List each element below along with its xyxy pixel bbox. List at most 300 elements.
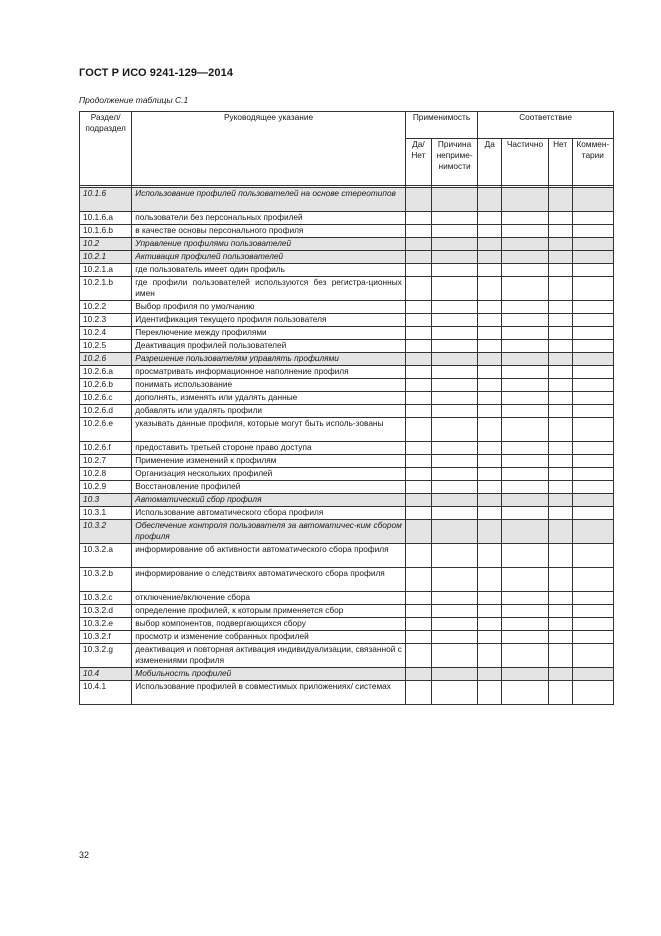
row-section-code: 10.2.1.a xyxy=(80,264,132,277)
cell-no[interactable] xyxy=(548,392,572,405)
cell-yes[interactable] xyxy=(478,327,502,340)
row-section-code: 10.2 xyxy=(80,238,132,251)
cell-reason[interactable] xyxy=(431,520,477,544)
header-yes: Да xyxy=(478,139,502,186)
row-guidance-text: Использование профилей пользователей на основе стереотипов xyxy=(132,188,406,212)
cell-yes[interactable] xyxy=(478,681,502,705)
table-row xyxy=(80,605,614,618)
cell-no[interactable] xyxy=(548,251,572,264)
cell-partial[interactable] xyxy=(502,188,548,212)
cell-reason[interactable] xyxy=(431,225,477,238)
cell-yes[interactable] xyxy=(478,618,502,631)
cell-partial[interactable] xyxy=(502,212,548,225)
cell-yes-no[interactable] xyxy=(405,507,431,520)
cell-comments[interactable] xyxy=(572,327,613,340)
row-section-code: 10.2.8 xyxy=(80,468,132,481)
cell-no[interactable] xyxy=(548,353,572,366)
cell-yes[interactable] xyxy=(478,507,502,520)
cell-yes[interactable] xyxy=(478,301,502,314)
table-row xyxy=(80,379,614,392)
table-row xyxy=(80,314,614,327)
row-guidance-text: выбор компонентов, подвергающихся сбору xyxy=(132,618,406,631)
header-partial: Частично xyxy=(502,139,548,186)
row-section-code: 10.2.6.b xyxy=(80,379,132,392)
cell-partial[interactable] xyxy=(502,520,548,544)
table-row xyxy=(80,668,614,681)
table-row xyxy=(80,568,614,592)
cell-comments[interactable] xyxy=(572,301,613,314)
cell-reason[interactable] xyxy=(431,681,477,705)
row-section-code: 10.2.6.f xyxy=(80,442,132,455)
cell-reason[interactable] xyxy=(431,644,477,668)
cell-no[interactable] xyxy=(548,188,572,212)
row-section-code: 10.2.4 xyxy=(80,327,132,340)
cell-yes-no[interactable] xyxy=(405,618,431,631)
header-guidance: Руководящее указание xyxy=(132,112,406,186)
table-row xyxy=(80,301,614,314)
cell-yes[interactable] xyxy=(478,494,502,507)
cell-comments[interactable] xyxy=(572,340,613,353)
cell-comments[interactable] xyxy=(572,592,613,605)
row-section-code: 10.3 xyxy=(80,494,132,507)
cell-yes-no[interactable] xyxy=(405,494,431,507)
cell-comments[interactable] xyxy=(572,353,613,366)
table-row xyxy=(80,353,614,366)
cell-partial[interactable] xyxy=(502,418,548,442)
cell-yes[interactable] xyxy=(478,392,502,405)
row-guidance-text: предоставить третьей стороне право доступа xyxy=(132,442,406,455)
cell-yes-no[interactable] xyxy=(405,405,431,418)
cell-no[interactable] xyxy=(548,618,572,631)
table-row xyxy=(80,251,614,264)
cell-yes[interactable] xyxy=(478,314,502,327)
row-guidance-text: деактивация и повторная активация индивидуализации, связанной с изменениями профиля xyxy=(132,644,406,668)
cell-yes-no[interactable] xyxy=(405,225,431,238)
row-guidance-text: Обеспечение контроля пользователя за автоматичес-ким сбором профиля xyxy=(132,520,406,544)
cell-reason[interactable] xyxy=(431,366,477,379)
cell-partial[interactable] xyxy=(502,314,548,327)
cell-reason[interactable] xyxy=(431,568,477,592)
cell-partial[interactable] xyxy=(502,301,548,314)
row-guidance-text: Использование профилей в совместимых приложениях/ системах xyxy=(132,681,406,705)
cell-yes[interactable] xyxy=(478,225,502,238)
row-guidance-text: Управление профилями пользователей xyxy=(132,238,406,251)
cell-no[interactable] xyxy=(548,379,572,392)
cell-reason[interactable] xyxy=(431,238,477,251)
cell-no[interactable] xyxy=(548,314,572,327)
cell-comments[interactable] xyxy=(572,225,613,238)
cell-yes[interactable] xyxy=(478,442,502,455)
cell-comments[interactable] xyxy=(572,520,613,544)
cell-yes-no[interactable] xyxy=(405,544,431,568)
cell-reason[interactable] xyxy=(431,264,477,277)
row-section-code: 10.2.1 xyxy=(80,251,132,264)
cell-partial[interactable] xyxy=(502,644,548,668)
cell-comments[interactable] xyxy=(572,366,613,379)
row-guidance-text: добавлять или удалять профили xyxy=(132,405,406,418)
cell-reason[interactable] xyxy=(431,379,477,392)
row-section-code: 10.1.6.b xyxy=(80,225,132,238)
cell-reason[interactable] xyxy=(431,618,477,631)
cell-partial[interactable] xyxy=(502,225,548,238)
row-guidance-text: пользователи без персональных профилей xyxy=(132,212,406,225)
table-row xyxy=(80,418,614,442)
cell-partial[interactable] xyxy=(502,340,548,353)
cell-partial[interactable] xyxy=(502,353,548,366)
cell-no[interactable] xyxy=(548,442,572,455)
cell-no[interactable] xyxy=(548,507,572,520)
row-section-code: 10.2.6.e xyxy=(80,418,132,442)
cell-no[interactable] xyxy=(548,668,572,681)
cell-yes-no[interactable] xyxy=(405,188,431,212)
cell-comments[interactable] xyxy=(572,188,613,212)
table-row xyxy=(80,681,614,705)
table-row xyxy=(80,520,614,544)
cell-reason[interactable] xyxy=(431,327,477,340)
cell-reason[interactable] xyxy=(431,592,477,605)
cell-comments[interactable] xyxy=(572,544,613,568)
cell-partial[interactable] xyxy=(502,251,548,264)
cell-no[interactable] xyxy=(548,631,572,644)
cell-no[interactable] xyxy=(548,327,572,340)
cell-yes[interactable] xyxy=(478,455,502,468)
cell-reason[interactable] xyxy=(431,353,477,366)
cell-yes[interactable] xyxy=(478,405,502,418)
cell-partial[interactable] xyxy=(502,568,548,592)
cell-comments[interactable] xyxy=(572,481,613,494)
cell-yes[interactable] xyxy=(478,631,502,644)
table-row xyxy=(80,188,614,212)
cell-no[interactable] xyxy=(548,520,572,544)
cell-reason[interactable] xyxy=(431,212,477,225)
cell-yes-no[interactable] xyxy=(405,644,431,668)
row-section-code: 10.2.5 xyxy=(80,340,132,353)
table-row xyxy=(80,340,614,353)
header-conformance: Соответствие xyxy=(478,112,614,139)
cell-yes-no[interactable] xyxy=(405,251,431,264)
row-section-code: 10.3.2.d xyxy=(80,605,132,618)
row-guidance-text: определение профилей, к которым применяется сбор xyxy=(132,605,406,618)
cell-partial[interactable] xyxy=(502,366,548,379)
cell-yes[interactable] xyxy=(478,366,502,379)
header-applicability: Применимость xyxy=(405,112,477,139)
cell-yes-no[interactable] xyxy=(405,605,431,618)
cell-reason[interactable] xyxy=(431,418,477,442)
cell-no[interactable] xyxy=(548,212,572,225)
row-guidance-text: где профили пользователей используются без регистра-ционных имен xyxy=(132,277,406,301)
cell-reason[interactable] xyxy=(431,251,477,264)
cell-comments[interactable] xyxy=(572,455,613,468)
row-guidance-text: Организация нескольких профилей xyxy=(132,468,406,481)
cell-partial[interactable] xyxy=(502,618,548,631)
row-guidance-text: Восстановление профилей xyxy=(132,481,406,494)
cell-yes-no[interactable] xyxy=(405,520,431,544)
row-guidance-text: Автоматический сбор профиля xyxy=(132,494,406,507)
row-section-code: 10.1.6.a xyxy=(80,212,132,225)
row-section-code: 10.3.1 xyxy=(80,507,132,520)
cell-yes[interactable] xyxy=(478,251,502,264)
cell-no[interactable] xyxy=(548,468,572,481)
cell-yes-no[interactable] xyxy=(405,481,431,494)
cell-comments[interactable] xyxy=(572,251,613,264)
cell-partial[interactable] xyxy=(502,442,548,455)
cell-comments[interactable] xyxy=(572,264,613,277)
cell-comments[interactable] xyxy=(572,277,613,301)
cell-comments[interactable] xyxy=(572,605,613,618)
cell-no[interactable] xyxy=(548,568,572,592)
table-row xyxy=(80,494,614,507)
cell-partial[interactable] xyxy=(502,681,548,705)
cell-yes-no[interactable] xyxy=(405,379,431,392)
cell-comments[interactable] xyxy=(572,681,613,705)
cell-yes[interactable] xyxy=(478,188,502,212)
cell-comments[interactable] xyxy=(572,314,613,327)
cell-yes-no[interactable] xyxy=(405,455,431,468)
cell-partial[interactable] xyxy=(502,605,548,618)
cell-reason[interactable] xyxy=(431,277,477,301)
cell-yes[interactable] xyxy=(478,668,502,681)
cell-yes-no[interactable] xyxy=(405,392,431,405)
row-section-code: 10.2.6.a xyxy=(80,366,132,379)
cell-yes-no[interactable] xyxy=(405,314,431,327)
table-row xyxy=(80,392,614,405)
cell-yes-no[interactable] xyxy=(405,631,431,644)
cell-comments[interactable] xyxy=(572,618,613,631)
row-guidance-text: Использование автоматического сбора профиля xyxy=(132,507,406,520)
cell-yes-no[interactable] xyxy=(405,353,431,366)
row-section-code: 10.3.2 xyxy=(80,520,132,544)
row-section-code: 10.3.2.e xyxy=(80,618,132,631)
cell-comments[interactable] xyxy=(572,212,613,225)
row-guidance-text: просмотр и изменение собранных профилей xyxy=(132,631,406,644)
cell-no[interactable] xyxy=(548,481,572,494)
cell-yes[interactable] xyxy=(478,212,502,225)
cell-yes-no[interactable] xyxy=(405,212,431,225)
cell-yes[interactable] xyxy=(478,264,502,277)
cell-reason[interactable] xyxy=(431,455,477,468)
cell-comments[interactable] xyxy=(572,418,613,442)
cell-yes-no[interactable] xyxy=(405,238,431,251)
cell-no[interactable] xyxy=(548,366,572,379)
cell-yes[interactable] xyxy=(478,379,502,392)
cell-reason[interactable] xyxy=(431,392,477,405)
header-yes-no: Да/ Нет xyxy=(405,139,431,186)
cell-reason[interactable] xyxy=(431,340,477,353)
cell-reason[interactable] xyxy=(431,631,477,644)
row-section-code: 10.2.6.c xyxy=(80,392,132,405)
cell-no[interactable] xyxy=(548,455,572,468)
table-row xyxy=(80,212,614,225)
cell-no[interactable] xyxy=(548,340,572,353)
cell-reason[interactable] xyxy=(431,507,477,520)
row-guidance-text: Активация профилей пользователей xyxy=(132,251,406,264)
table-row xyxy=(80,366,614,379)
row-section-code: 10.2.7 xyxy=(80,455,132,468)
cell-reason[interactable] xyxy=(431,544,477,568)
row-section-code: 10.4.1 xyxy=(80,681,132,705)
row-section-code: 10.1.6 xyxy=(80,188,132,212)
cell-yes[interactable] xyxy=(478,238,502,251)
cell-yes-no[interactable] xyxy=(405,301,431,314)
cell-comments[interactable] xyxy=(572,392,613,405)
cell-comments[interactable] xyxy=(572,442,613,455)
row-section-code: 10.3.2.b xyxy=(80,568,132,592)
row-section-code: 10.3.2.c xyxy=(80,592,132,605)
cell-yes[interactable] xyxy=(478,520,502,544)
cell-comments[interactable] xyxy=(572,405,613,418)
table-caption: Продолжение таблицы С.1 xyxy=(79,95,189,105)
cell-partial[interactable] xyxy=(502,379,548,392)
cell-yes[interactable] xyxy=(478,644,502,668)
cell-partial[interactable] xyxy=(502,544,548,568)
cell-yes-no[interactable] xyxy=(405,668,431,681)
cell-yes-no[interactable] xyxy=(405,681,431,705)
page-number: 32 xyxy=(79,850,90,860)
cell-reason[interactable] xyxy=(431,301,477,314)
table-row xyxy=(80,468,614,481)
cell-reason[interactable] xyxy=(431,442,477,455)
cell-no[interactable] xyxy=(548,494,572,507)
row-guidance-text: Переключение между профилями xyxy=(132,327,406,340)
cell-no[interactable] xyxy=(548,592,572,605)
cell-yes[interactable] xyxy=(478,277,502,301)
row-guidance-text: информирование об активности автоматического сбора профиля xyxy=(132,544,406,568)
cell-yes[interactable] xyxy=(478,568,502,592)
row-guidance-text: Идентификация текущего профиля пользователя xyxy=(132,314,406,327)
row-guidance-text: дополнять, изменять или удалять данные xyxy=(132,392,406,405)
cell-comments[interactable] xyxy=(572,238,613,251)
cell-yes-no[interactable] xyxy=(405,592,431,605)
header-comments: Коммен-тарии xyxy=(572,139,613,186)
cell-reason[interactable] xyxy=(431,405,477,418)
cell-partial[interactable] xyxy=(502,392,548,405)
cell-partial[interactable] xyxy=(502,668,548,681)
cell-no[interactable] xyxy=(548,238,572,251)
table-row xyxy=(80,631,614,644)
cell-comments[interactable] xyxy=(572,631,613,644)
cell-yes-no[interactable] xyxy=(405,264,431,277)
cell-comments[interactable] xyxy=(572,568,613,592)
row-section-code: 10.2.9 xyxy=(80,481,132,494)
table-row xyxy=(80,327,614,340)
cell-partial[interactable] xyxy=(502,238,548,251)
cell-yes-no[interactable] xyxy=(405,366,431,379)
cell-yes[interactable] xyxy=(478,544,502,568)
cell-yes[interactable] xyxy=(478,481,502,494)
row-guidance-text: понимать использование xyxy=(132,379,406,392)
row-guidance-text: Мобильность профилей xyxy=(132,668,406,681)
row-guidance-text: просматривать информационное наполнение профиля xyxy=(132,366,406,379)
row-section-code: 10.2.6.d xyxy=(80,405,132,418)
cell-yes[interactable] xyxy=(478,468,502,481)
row-section-code: 10.2.1.b xyxy=(80,277,132,301)
cell-no[interactable] xyxy=(548,418,572,442)
table-row xyxy=(80,644,614,668)
cell-partial[interactable] xyxy=(502,468,548,481)
row-section-code: 10.3.2.f xyxy=(80,631,132,644)
table-row xyxy=(80,592,614,605)
cell-yes-no[interactable] xyxy=(405,340,431,353)
cell-reason[interactable] xyxy=(431,668,477,681)
cell-comments[interactable] xyxy=(572,668,613,681)
cell-partial[interactable] xyxy=(502,405,548,418)
cell-reason[interactable] xyxy=(431,188,477,212)
cell-yes-no[interactable] xyxy=(405,468,431,481)
row-guidance-text: Применение изменений к профилям xyxy=(132,455,406,468)
cell-partial[interactable] xyxy=(502,494,548,507)
cell-no[interactable] xyxy=(548,644,572,668)
cell-partial[interactable] xyxy=(502,455,548,468)
cell-no[interactable] xyxy=(548,605,572,618)
cell-comments[interactable] xyxy=(572,507,613,520)
table-row xyxy=(80,238,614,251)
cell-partial[interactable] xyxy=(502,592,548,605)
cell-partial[interactable] xyxy=(502,277,548,301)
cell-no[interactable] xyxy=(548,264,572,277)
row-guidance-text: Выбор профиля по умолчанию xyxy=(132,301,406,314)
cell-yes-no[interactable] xyxy=(405,327,431,340)
table-row xyxy=(80,618,614,631)
table-body xyxy=(80,186,614,705)
table-row xyxy=(80,455,614,468)
cell-yes[interactable] xyxy=(478,353,502,366)
row-guidance-text: в качестве основы персонального профиля xyxy=(132,225,406,238)
cell-no[interactable] xyxy=(548,277,572,301)
row-guidance-text: Деактивация профилей пользователей xyxy=(132,340,406,353)
table-row xyxy=(80,277,614,301)
row-section-code: 10.2.3 xyxy=(80,314,132,327)
cell-partial[interactable] xyxy=(502,264,548,277)
cell-no[interactable] xyxy=(548,225,572,238)
row-section-code: 10.2.6 xyxy=(80,353,132,366)
cell-comments[interactable] xyxy=(572,468,613,481)
cell-reason[interactable] xyxy=(431,494,477,507)
conformance-table xyxy=(79,111,614,705)
cell-no[interactable] xyxy=(548,405,572,418)
cell-reason[interactable] xyxy=(431,481,477,494)
row-guidance-text: информирование о следствиях автоматического сбора профиля xyxy=(132,568,406,592)
cell-yes[interactable] xyxy=(478,605,502,618)
table-row xyxy=(80,405,614,418)
header-reason: Причина неприме-нимости xyxy=(431,139,477,186)
cell-reason[interactable] xyxy=(431,605,477,618)
row-section-code: 10.4 xyxy=(80,668,132,681)
cell-yes-no[interactable] xyxy=(405,418,431,442)
cell-comments[interactable] xyxy=(572,379,613,392)
cell-yes-no[interactable] xyxy=(405,442,431,455)
cell-yes-no[interactable] xyxy=(405,277,431,301)
table-row xyxy=(80,507,614,520)
row-guidance-text: где пользователь имеет один профиль xyxy=(132,264,406,277)
cell-no[interactable] xyxy=(548,544,572,568)
row-section-code: 10.3.2.g xyxy=(80,644,132,668)
cell-reason[interactable] xyxy=(431,314,477,327)
cell-comments[interactable] xyxy=(572,644,613,668)
cell-partial[interactable] xyxy=(502,327,548,340)
cell-yes-no[interactable] xyxy=(405,568,431,592)
cell-partial[interactable] xyxy=(502,631,548,644)
cell-no[interactable] xyxy=(548,681,572,705)
cell-partial[interactable] xyxy=(502,507,548,520)
cell-yes[interactable] xyxy=(478,592,502,605)
cell-yes[interactable] xyxy=(478,340,502,353)
cell-no[interactable] xyxy=(548,301,572,314)
cell-comments[interactable] xyxy=(572,494,613,507)
cell-partial[interactable] xyxy=(502,481,548,494)
cell-yes[interactable] xyxy=(478,418,502,442)
cell-reason[interactable] xyxy=(431,468,477,481)
table-row xyxy=(80,442,614,455)
